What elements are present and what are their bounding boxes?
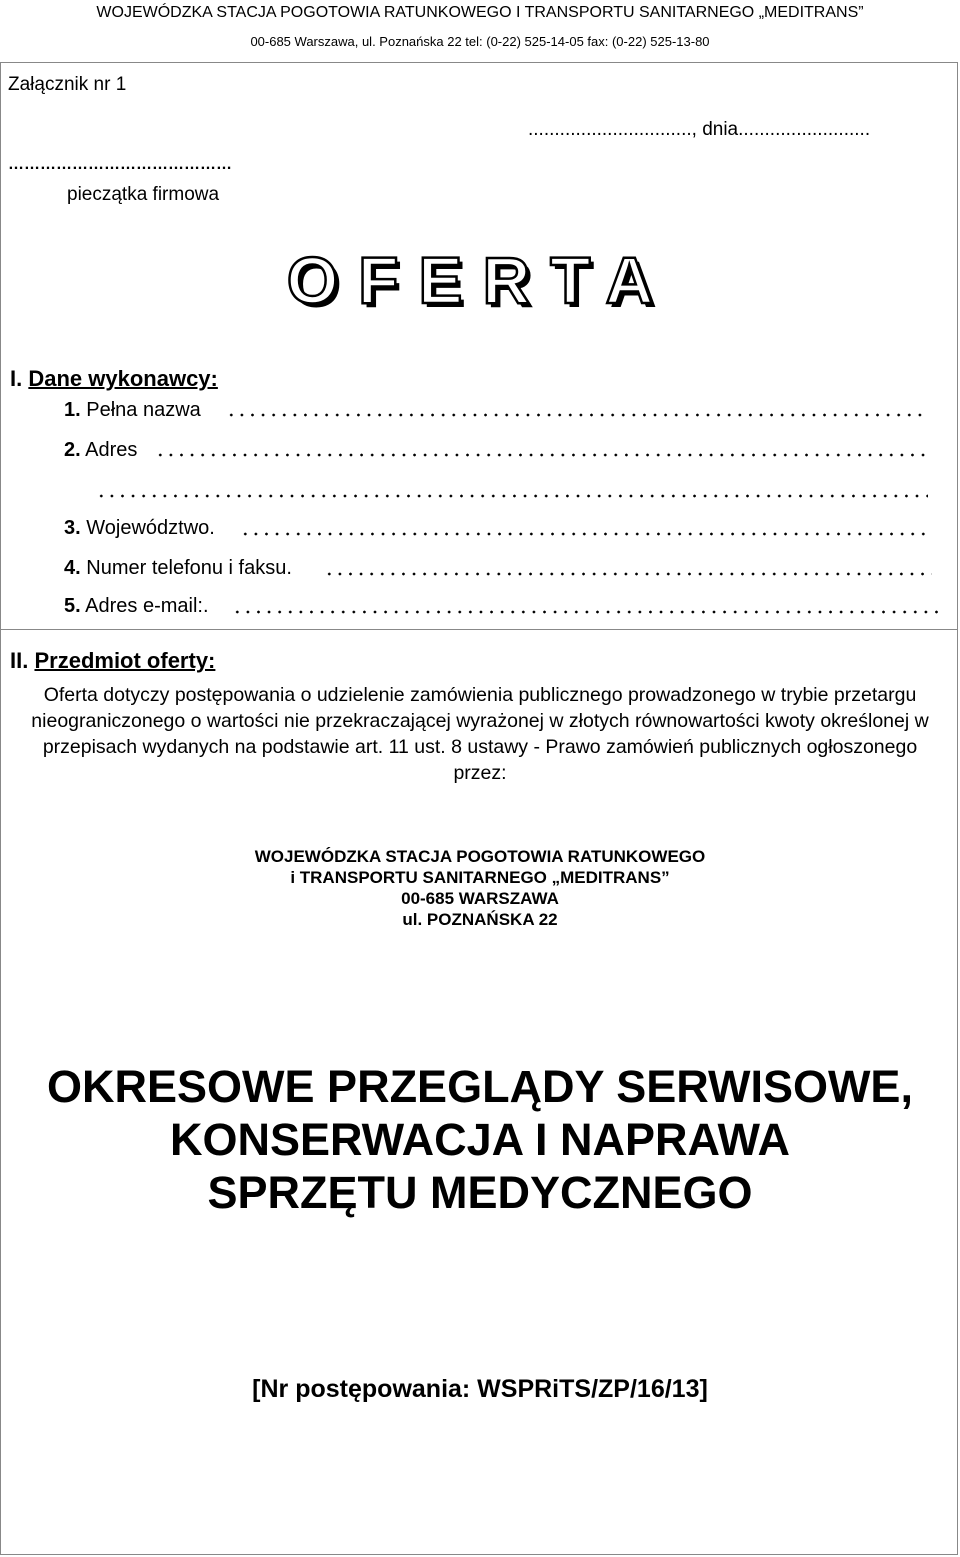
address-input-line-2[interactable]	[96, 494, 928, 498]
section2-heading	[10, 648, 215, 674]
org-line: i TRANSPORTU SANITARNEGO „MEDITRANS”	[290, 868, 670, 887]
header-org-name: WOJEWÓDZKA STACJA POGOTOWIA RATUNKOWEGO I TRANSPORTU SANITARNEGO „MEDITRANS”	[96, 4, 864, 21]
item-label: Województwo.	[86, 517, 215, 539]
item-number: 1.	[64, 399, 81, 421]
full-name-input-line[interactable]	[226, 413, 928, 417]
stamp-field[interactable]: ……………………………………	[8, 156, 232, 173]
item-label: Adres e-mail:.	[85, 595, 209, 617]
field-voivodeship	[64, 517, 215, 540]
field-address	[64, 439, 137, 462]
field-full-name	[64, 399, 201, 422]
item-label: Numer telefonu i faksu.	[86, 557, 292, 579]
contractor-section-box	[0, 62, 958, 630]
header-address: 00-685 Warszawa, ul. Poznańska 22 tel: (0-22) 525-14-05 fax: (0-22) 525-13-80	[250, 34, 710, 49]
stamp-label: pieczątka firmowa	[67, 184, 220, 205]
offer-description: Oferta dotyczy postępowania o udzielenie zamówienia publicznego prowadzonego w trybie przetargu nieograniczonego o wartości nie przekraczającej wyrażonej w złotych równowartości kwoty określonej w przepisach wydanych na podstawie art. 11 ust. 8 ustawy - Prawo zamówień publicznych ogłoszonego przez:	[31, 684, 929, 784]
subject-line: KONSERWACJA I NAPRAWA	[169, 1114, 791, 1165]
case-number: [Nr postępowania: WSPRiTS/ZP/16/13]	[252, 1375, 708, 1403]
subject-line: OKRESOWE PRZEGLĄDY SERWISOWE,	[47, 1061, 913, 1112]
org-line: WOJEWÓDZKA STACJA POGOTOWIA RATUNKOWEGO	[254, 847, 706, 866]
phone-fax-input-line[interactable]	[324, 572, 932, 576]
item-number: 5.	[64, 595, 81, 617]
voivodeship-input-line[interactable]	[240, 532, 928, 536]
section1-number: I.	[10, 366, 23, 391]
section2-title: Przedmiot oferty:	[34, 648, 216, 673]
offer-title: OFERTA	[286, 243, 674, 317]
org-line: ul. POZNAŃSKA 22	[402, 910, 558, 929]
field-phone-fax	[64, 557, 292, 580]
subject-line: SPRZĘTU MEDYCZNEGO	[207, 1167, 753, 1218]
item-label: Pełna nazwa	[86, 399, 201, 421]
procurement-subject	[0, 1060, 960, 1219]
contracting-authority	[0, 846, 960, 930]
item-number: 4.	[64, 557, 81, 579]
org-line: 00-685 WARSZAWA	[401, 889, 559, 908]
item-number: 2.	[64, 439, 81, 461]
address-input-line[interactable]	[155, 453, 928, 457]
section1-title: Dane wykonawcy:	[28, 366, 218, 391]
item-number: 3.	[64, 517, 81, 539]
item-label: Adres	[85, 439, 138, 461]
section2-number: II.	[10, 648, 29, 673]
section1-heading	[10, 366, 218, 392]
attachment-label: Załącznik nr 1	[8, 74, 127, 95]
field-email	[64, 595, 209, 618]
email-input-line[interactable]	[232, 610, 938, 614]
date-field[interactable]: ..............................., dnia.........................	[528, 119, 871, 140]
